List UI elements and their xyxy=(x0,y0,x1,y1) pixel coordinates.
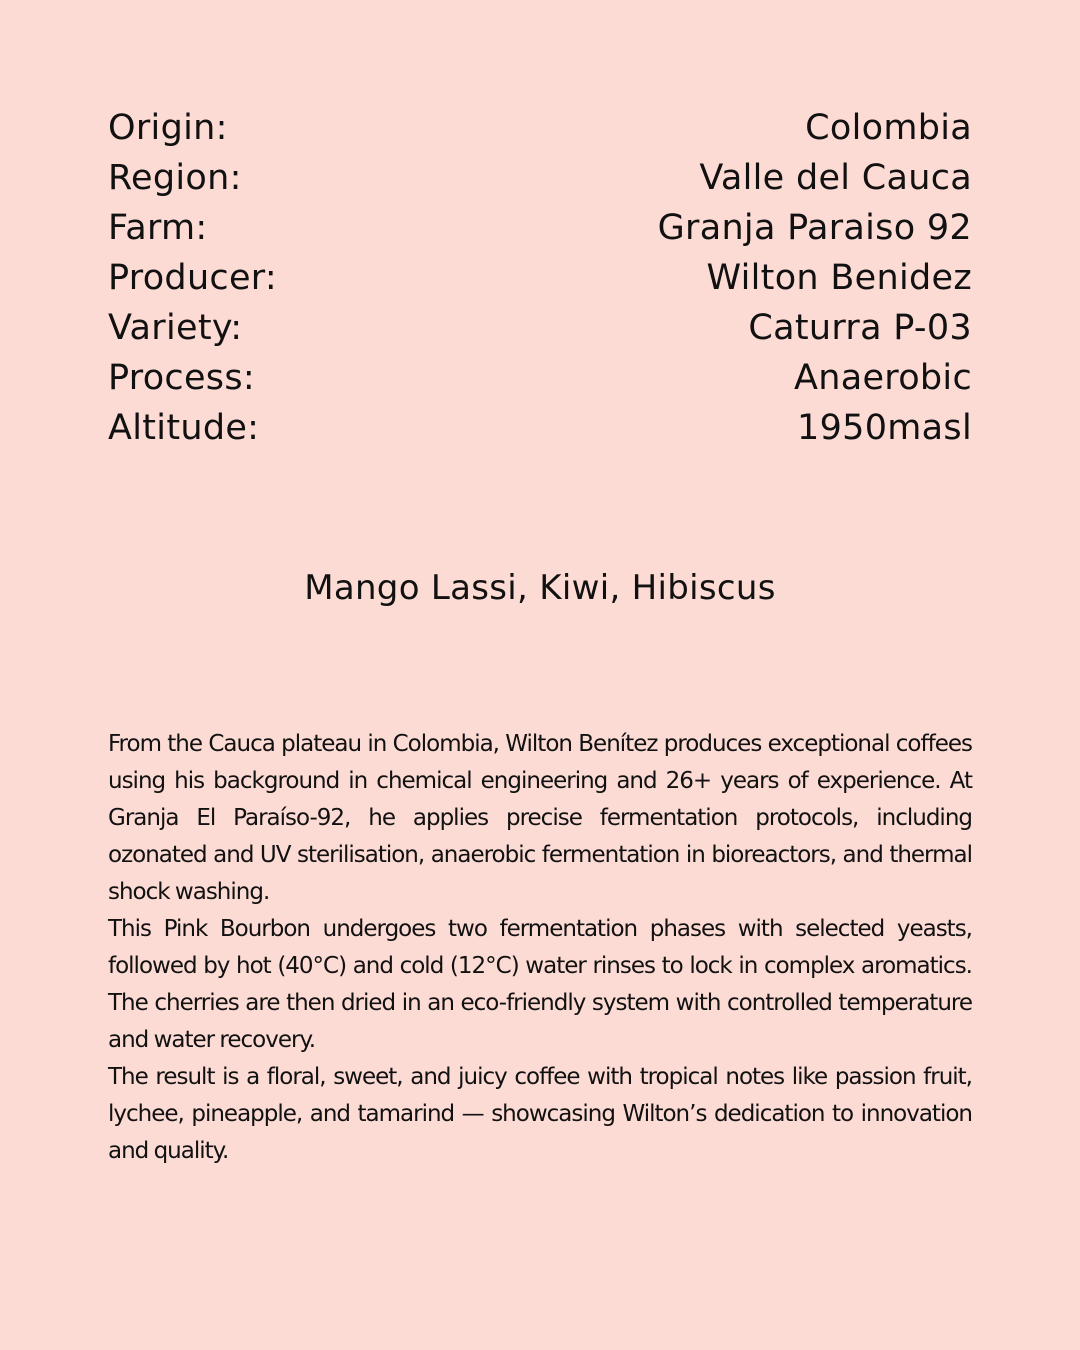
description-paragraph: The result is a floral, sweet, and juicy coffee with tropical notes like passion fruit, lychee, pineapple, and tamarind — showcasing Wilton’s dedication to innovation and quality. xyxy=(108,1064,972,1164)
spec-value: Wilton Benidez xyxy=(706,258,972,298)
spec-label: Altitude: xyxy=(108,408,260,448)
tasting-notes: Mango Lassi, Kiwi, Hibiscus xyxy=(304,568,776,608)
spec-label: Farm: xyxy=(108,208,208,248)
spec-row-region xyxy=(108,153,972,203)
coffee-description xyxy=(108,726,972,1170)
spec-value: 1950masl xyxy=(797,408,972,448)
spec-value: Granja Paraiso 92 xyxy=(657,208,972,248)
spec-row-origin xyxy=(108,103,972,153)
description-paragraph: From the Cauca plateau in Colombia, Wilton Benítez produces exceptional coffees using his background in chemical engineering and 26+ years of experience. At Granja El Paraíso-92, he applies precise fermentation protocols, including ozonated and UV sterilisation, anaerobic fermentation in bioreactors, and thermal shock washing. xyxy=(108,731,972,905)
spec-row-producer xyxy=(108,253,972,303)
spec-value: Anaerobic xyxy=(793,358,972,398)
spec-label: Process: xyxy=(108,358,255,398)
spec-row-farm xyxy=(108,203,972,253)
spec-value: Caturra P-03 xyxy=(748,308,972,348)
spec-row-altitude xyxy=(108,403,972,453)
coffee-specs-list xyxy=(108,103,972,453)
spec-value: Valle del Cauca xyxy=(699,158,972,198)
spec-label: Producer: xyxy=(108,258,277,298)
description-paragraph: This Pink Bourbon undergoes two fermentation phases with selected yeasts, followed by hot (40°C) and cold (12°C) water rinses to lock in complex aromatics. The cherries are then dried in an eco-friendly system with controlled temperature and water recovery. xyxy=(108,916,972,1053)
spec-row-process xyxy=(108,353,972,403)
spec-label: Origin: xyxy=(108,108,228,148)
spec-label: Variety: xyxy=(108,308,243,348)
spec-label: Region: xyxy=(108,158,242,198)
spec-value: Colombia xyxy=(805,108,972,148)
spec-row-variety xyxy=(108,303,972,353)
